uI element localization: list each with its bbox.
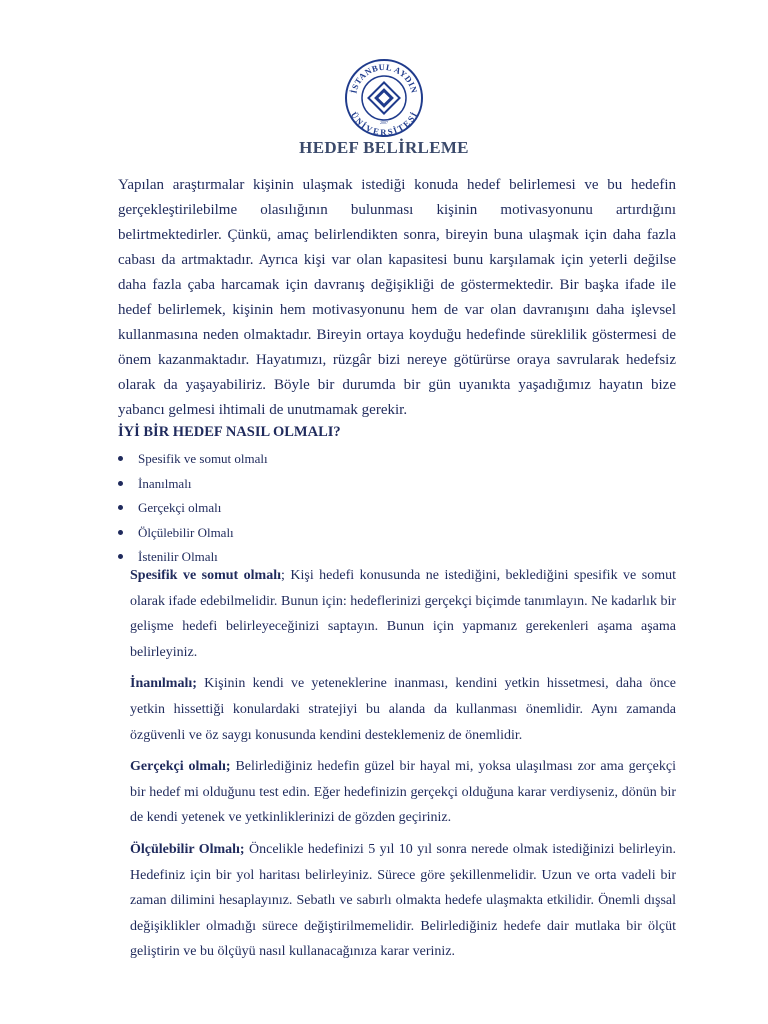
- list-item: İnanılmalı: [118, 472, 518, 497]
- section-paragraph: [118, 837, 676, 965]
- list-item: Gerçekçi olmalı: [118, 496, 518, 521]
- section-paragraph: [118, 754, 676, 831]
- university-logo: [344, 58, 424, 138]
- goal-criteria-list: [118, 447, 518, 570]
- logo-year: 2007: [380, 120, 388, 125]
- section-term: İnanılmalı;: [130, 676, 197, 692]
- section-paragraph: [118, 563, 676, 665]
- logo-top-text: İSTANBUL AYDIN: [348, 61, 420, 95]
- section-text: Öncelikle hedefinizi 5 yıl 10 yıl sonra nerede olmak istediğinizi belirleyin. Hedefiniz için bir yol haritası belirleyiniz. Sürece göre şekillenmelidir. Uzun ve orta vadeli bir zaman dilimini hesaplayınız. Sebatlı ve sabırlı olmakta hedefe ulaşmakta etkilidir. Önemli dışsal değişiklikler olmadığı sürece değiştirilmemelidir. Belirlediğiniz hedefe dair mutlaka bir ölçüt geliştirin ve bu ölçüyü nasıl kullanacağınıza karar veriniz.: [130, 841, 676, 960]
- list-item: İstenilir Olmalı: [118, 545, 518, 570]
- section-subheading: İYİ BİR HEDEF NASIL OLMALI?: [118, 424, 341, 440]
- section-term: Gerçekçi olmalı;: [130, 759, 231, 775]
- logo-bottom-text: ÜNİVERSİTESİ: [348, 110, 420, 138]
- document-title: HEDEF BELİRLEME: [299, 138, 469, 157]
- intro-paragraph: Yapılan araştırmalar kişinin ulaşmak istediği konuda hedef belirlemesi ve bu hedefin gerçekleştirilebilme olasılığının bulunması kişinin motivasyonunu artırdığını belirtmektedirler. Çünkü, amaç belirlendikten sonra, bireyin buna ulaşmak için daha fazla cabası da artmaktadır. Ayrıca kişi var olan kapasitesi bunu karşılamak için yeterli değilse daha fazla çaba harcamak için davranış değişikliği de göstermektedir. Bir başka ifade ile hedef belirlemek, kişinin hem motivasyonunu hem de var olan davranışını daha işlevsel kullanmasına neden olmaktadır. Bireyin ortaya koyduğu hedefinde süreklilik göstermesi de önem kazanmaktadır. Hayatımızı, rüzgâr bizi nereye götürürse oraya savrularak hedefsiz olarak da yaşayabiliriz. Böyle bir durumda bir gün uyanıkta yaşadığımız hayatın bize yabancı gelmesi ihtimali de unutmamak gerekir.: [118, 177, 676, 418]
- criteria-explanations: [118, 563, 676, 971]
- section-text: Belirlediğiniz hedefin güzel bir hayal mi, yoksa ulaşılması zor ama gerçekçi bir hedef mi olduğunu test edin. Eğer hedefinizin gerçekçi olduğuna karar verdiyseniz, dönün bir de kendi yetenek ve yetkinliklerinizi de gözden geçiriniz.: [130, 759, 676, 826]
- section-text: Kişinin kendi ve yeteneklerine inanması, kendini yetkin hissetmesi, daha önce yetkin hissettiği konulardaki stratejiyi bu alanda da kullanması önemlidir. Aynı zamanda özgüvenli ve öz saygı konusunda kendini desteklemeniz de önemlidir.: [130, 676, 676, 743]
- section-term: Ölçülebilir Olmalı;: [130, 841, 245, 857]
- list-item: Spesifik ve somut olmalı: [118, 447, 518, 472]
- section-term: Spesifik ve somut olmalı: [130, 568, 281, 583]
- list-item: Ölçülebilir Olmalı: [118, 521, 518, 546]
- section-text: ; Kişi hedefi konusunda ne istediğini, beklediğini spesifik ve somut olarak ifade edebilmelidir. Bunun için: hedeflerinizi gerçekçi biçimde tanımlayın. Ne kadarlık bir gelişme hedefi belirleyeceğinizi saptayın. Bunun için yapmanız gerekenleri aşama aşama belirleyiniz.: [130, 568, 676, 660]
- section-paragraph: [118, 671, 676, 748]
